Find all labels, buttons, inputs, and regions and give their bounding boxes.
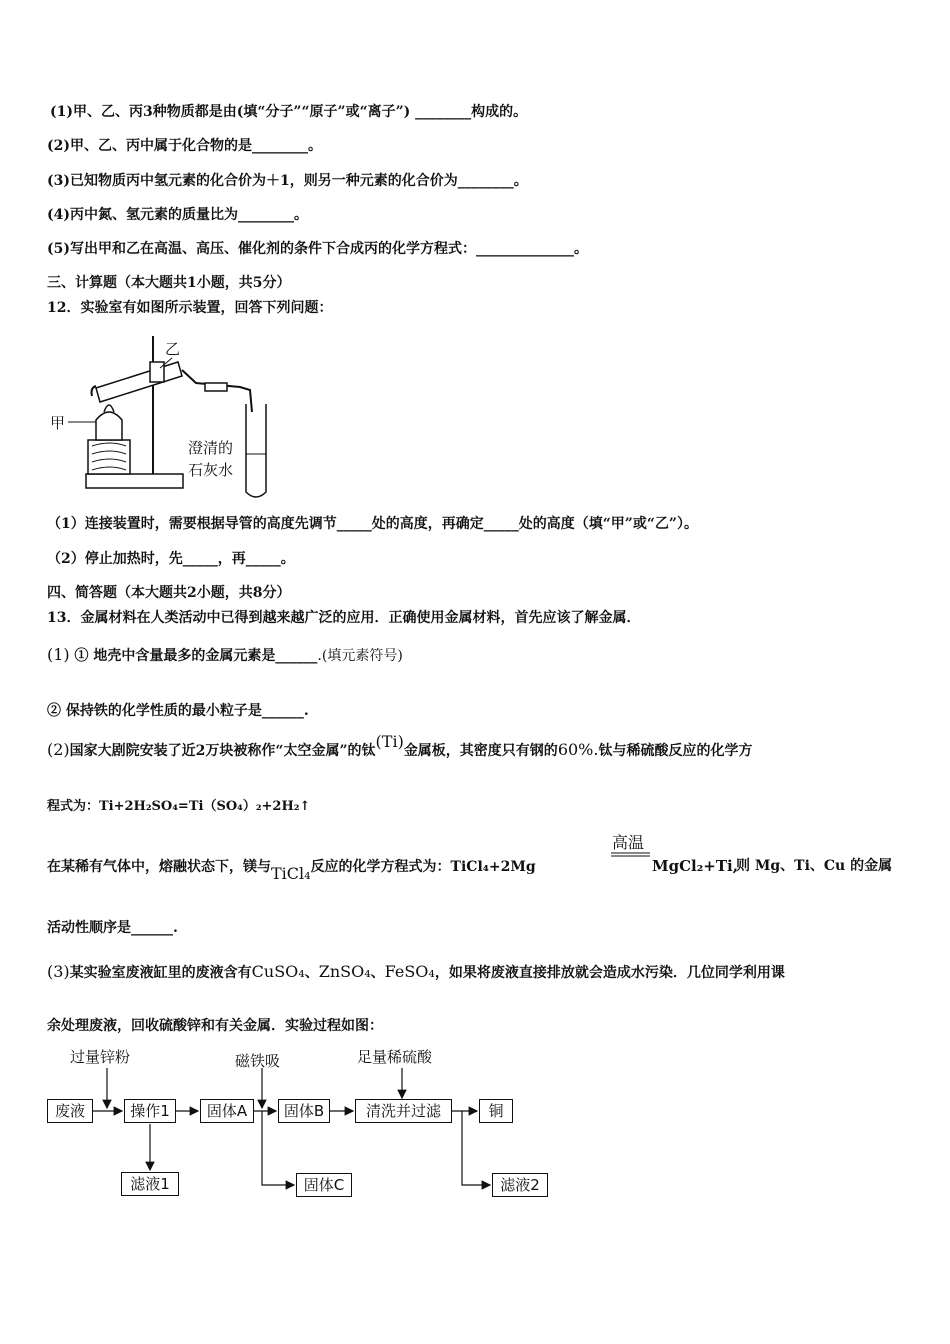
sep-2: 、 [370,965,385,981]
q13-part2a-text3: 钛与稀硫酸反应的化学方 [598,743,753,759]
sep-1: 、 [304,965,319,981]
q11-part3: (3)已知物质丙中氢元素的化合价为＋1，则另一种元素的化合价为________。 [47,173,528,189]
q13-part1-number: (1) [47,645,70,664]
q13-part3a-text1: 某实验室废液缸里的废液含有 [69,965,252,981]
q13-part2a-text2: 金属板，其密度只有钢的 [403,743,558,759]
label-jia: 甲 [50,414,66,432]
section-4-heading: 四、简答题（本大题共2小题，共8分） [47,585,291,601]
formula-cuso4: CuSO₄ [251,962,305,981]
flow-box-op1: 操作1 [124,1099,176,1123]
q13-part2a-text1: 国家大剧院安装了近2万块被称作“太空金属”的钛 [69,743,376,759]
q11-part5-text: (5)写出甲和乙在高温、高压、催化剂的条件下合成丙的化学方程式： [47,241,476,257]
flow-label-zinc: 过量锌粉 [70,1048,131,1066]
formula-feso4: FeSO₄ [384,962,435,981]
q13-part2-number: (2) [47,740,70,759]
q13-part2d: 活动性顺序是______. [47,920,178,936]
q12-stem: 12．实验室有如图所示装置，回答下列问题： [47,300,333,316]
label-yi: 乙 [165,340,181,358]
q13-part2c-text4: 则 Mg、Ti、Cu 的金属 [736,858,893,874]
q11-part2: (2)甲、乙、丙中属于化合物的是________。 [47,138,322,154]
q12-part1: （1）连接装置时，需要根据导管的高度先调节_____处的高度，再确定_____处的高度（填“甲”或“乙”）。 [47,516,698,532]
flow-box-wash: 清洗并过滤 [355,1099,452,1123]
q13-stem: 13．金属材料在人类活动中已得到越来越广泛的应用．正确使用金属材料，首先应该了解金属． [47,610,641,626]
q13-part1b: ② 保持铁的化学性质的最小粒子是______. [47,703,309,719]
q11-part1: (1)甲、乙、丙3种物质都是由(填“分子”“原子”或“离子”) ________构成的。 [50,104,528,120]
q13-part2c-text1: 在某稀有气体中，熔融状态下，镁与 [47,859,271,875]
flow-box-solidC: 固体C [296,1173,352,1197]
q13-part2a-pct: 60%. [557,740,599,759]
q13-part3b: 余处理废液，回收硫酸锌和有关金属．实验过程如图： [47,1018,383,1034]
flow-box-filtrate1: 滤液1 [121,1172,179,1196]
q13-part1a-tail: .(填元素符号) [317,648,403,664]
flow-box-solidA: 固体A [200,1099,254,1123]
flow-box-solidB: 固体B [278,1099,330,1123]
label-limewater-line1: 澄清的 [188,439,234,457]
flow-box-waste: 废液 [47,1099,93,1123]
q13-part2b: 程式为：Ti+2H₂SO₄=Ti（SO₄）₂+2H₂↑ [47,799,311,814]
q13-part2c-ticl4: TiCl₄ [271,864,311,883]
flow-box-copper: 铜 [479,1099,513,1123]
q13-part3-number: (3) [47,962,70,981]
formula-znso4: ZnSO₄ [318,962,371,981]
q13-part2c-product: MgCl₂+Ti, [652,857,738,875]
reaction-condition: 高温 [612,833,645,852]
q13-part3a-text2: ，如果将废液直接排放就会造成水污染．几位同学利用课 [434,965,785,981]
section-3-heading: 三、计算题（本大题共1小题，共5分） [47,275,291,291]
q13-part2c-text2: 反应的化学方程式为：TiCl₄+2Mg [310,859,536,875]
flow-label-magnet: 磁铁吸 [235,1052,281,1070]
flow-box-filtrate2: 滤液2 [492,1173,548,1197]
q11-part4: (4)丙中氮、氢元素的质量比为________。 [47,207,308,223]
q13-part2a-ti: (Ti) [375,732,404,751]
q13-part1a-text: ① 地壳中含量最多的金属元素是______ [74,648,318,664]
q11-part5-blank: ______________。 [476,241,588,257]
label-limewater-line2: 石灰水 [188,461,234,479]
flow-label-acid: 足量稀硫酸 [357,1048,433,1066]
q12-part2: （2）停止加热时，先_____，再_____。 [47,551,295,567]
